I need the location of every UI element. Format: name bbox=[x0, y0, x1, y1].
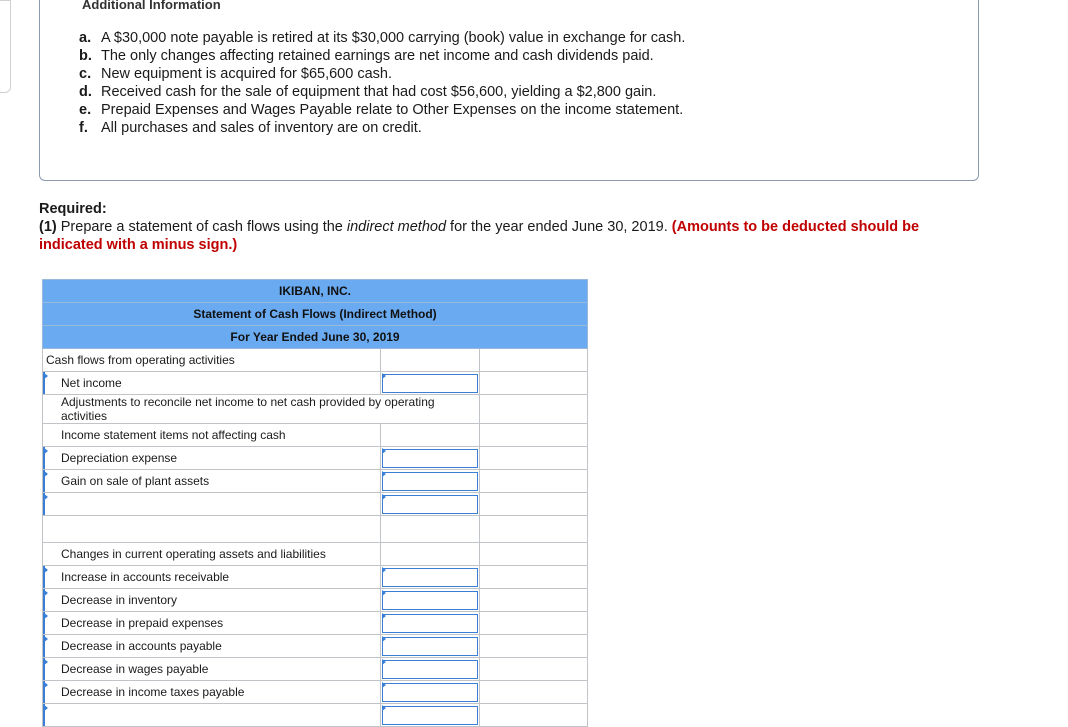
gain-sale-label[interactable]: Gain on sale of plant assets bbox=[43, 470, 381, 493]
blank-label-1[interactable] bbox=[43, 493, 381, 516]
blank-label-2[interactable] bbox=[43, 704, 381, 727]
blank-amount-input-1[interactable] bbox=[382, 495, 478, 514]
table-row bbox=[43, 372, 588, 395]
table-row bbox=[43, 395, 588, 424]
net-income-amount-input[interactable] bbox=[382, 374, 478, 393]
info-item-e: e. Prepaid Expenses and Wages Payable relate to Other Expenses on the income statement. bbox=[79, 102, 684, 118]
table-row bbox=[43, 589, 588, 612]
adjustments-label: Adjustments to reconcile net income to net cash provided by operating activities bbox=[43, 395, 480, 424]
table-row bbox=[43, 470, 588, 493]
dec-inventory-label[interactable]: Decrease in inventory bbox=[43, 589, 381, 612]
info-item-f: f. All purchases and sales of inventory are on credit. bbox=[79, 120, 422, 136]
non-cash-items-label: Income statement items not affecting cash bbox=[43, 424, 381, 447]
table-row bbox=[43, 612, 588, 635]
table-row bbox=[43, 681, 588, 704]
table-row bbox=[43, 658, 588, 681]
depreciation-amount-input[interactable] bbox=[382, 449, 478, 468]
company-name: IKIBAN, INC. bbox=[43, 280, 588, 303]
additional-info-list bbox=[79, 29, 685, 137]
blank-amount-input-2[interactable] bbox=[382, 706, 478, 725]
table-row bbox=[43, 493, 588, 516]
inc-ar-amount-input[interactable] bbox=[382, 568, 478, 587]
changes-current-label: Changes in current operating assets and liabilities bbox=[43, 543, 381, 566]
table-row bbox=[43, 349, 588, 372]
required-instructions bbox=[39, 200, 969, 254]
required-text: (1) Prepare a statement of cash flows using the indirect method for the year ended June 30, 2019. (Amounts to be deducted should be indicated with a minus sign.) bbox=[39, 219, 920, 253]
dec-prepaid-amount-input[interactable] bbox=[382, 614, 478, 633]
info-item-c: c. New equipment is acquired for $65,600 cash. bbox=[79, 66, 392, 82]
dec-taxes-label[interactable]: Decrease in income taxes payable bbox=[43, 681, 381, 704]
table-row bbox=[43, 704, 588, 727]
depreciation-label[interactable]: Depreciation expense bbox=[43, 447, 381, 470]
dec-wages-amount-input[interactable] bbox=[382, 660, 478, 679]
info-item-b: b. The only changes affecting retained earnings are net income and cash dividends paid. bbox=[79, 48, 654, 64]
gain-sale-amount-input[interactable] bbox=[382, 472, 478, 491]
dec-wages-label[interactable]: Decrease in wages payable bbox=[43, 658, 381, 681]
cash-flow-statement-table bbox=[42, 279, 588, 727]
inc-ar-label[interactable]: Increase in accounts receivable bbox=[43, 566, 381, 589]
statement-period: For Year Ended June 30, 2019 bbox=[43, 326, 588, 349]
net-income-label[interactable]: Net income bbox=[43, 372, 381, 395]
table-row bbox=[43, 424, 588, 447]
required-heading: Required: bbox=[39, 201, 107, 217]
section-label-operating: Cash flows from operating activities bbox=[43, 349, 381, 372]
info-item-d: d. Received cash for the sale of equipment that had cost $56,600, yielding a $2,800 gain. bbox=[79, 84, 657, 100]
dec-prepaid-label[interactable]: Decrease in prepaid expenses bbox=[43, 612, 381, 635]
table-row bbox=[43, 543, 588, 566]
dec-taxes-amount-input[interactable] bbox=[382, 683, 478, 702]
minus-sign-note: (Amounts to be deducted should be indicated with a minus sign.) bbox=[39, 219, 920, 253]
table-row bbox=[43, 447, 588, 470]
additional-info-title: Additional Information bbox=[82, 0, 221, 12]
table-row bbox=[43, 635, 588, 658]
dec-ap-amount-input[interactable] bbox=[382, 637, 478, 656]
dec-ap-label[interactable]: Decrease in accounts payable bbox=[43, 635, 381, 658]
table-row bbox=[43, 516, 588, 543]
dec-inventory-amount-input[interactable] bbox=[382, 591, 478, 610]
statement-title: Statement of Cash Flows (Indirect Method) bbox=[43, 303, 588, 326]
info-item-a: a. A $30,000 note payable is retired at its $30,000 carrying (book) value in exchange for cash. bbox=[79, 30, 686, 46]
side-panel-tab[interactable] bbox=[0, 0, 11, 93]
table-row bbox=[43, 566, 588, 589]
